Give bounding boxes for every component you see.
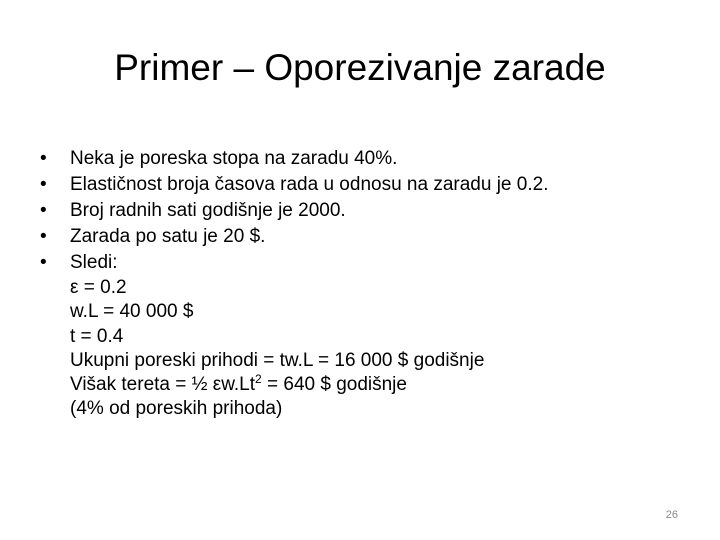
bullet-icon: •: [40, 148, 47, 169]
bullet-item-hourly-wage: [40, 224, 680, 250]
bullet-item-tax-rate: [40, 146, 680, 172]
result-lines: [70, 276, 680, 422]
result-tax-rate: t = 0.4: [70, 325, 124, 347]
bullet-icon: •: [40, 200, 47, 221]
bullet-icon: •: [40, 252, 47, 273]
excess-burden-formula: Višak tereta = ½ εw.Lt: [70, 374, 256, 396]
bullet-text: Broj radnih sati godišnje je 2000.: [70, 200, 346, 221]
bullet-icon: •: [40, 226, 47, 247]
bullet-text: Zarada po satu je 20 $.: [70, 226, 266, 247]
bullet-text: Neka je poreska stopa na zaradu 40%.: [70, 148, 398, 169]
bullet-text: Elastičnost broja časova rada u odnosu na zaradu je 0.2.: [70, 174, 549, 195]
bullet-list: [40, 146, 680, 422]
result-excess-burden: [70, 373, 680, 397]
result-note: (4% od poreskih prihoda): [70, 398, 283, 420]
result-wage-bill: w.L = 40 000 $: [70, 301, 194, 323]
slide-title: Primer – Oporezivanje zarade: [114, 47, 606, 88]
result-total-revenue: Ukupni poreski prihodi = tw.L = 16 000 $ godišnje: [70, 349, 485, 371]
bullet-text: Sledi:: [70, 252, 118, 273]
bullet-item-elasticity: [40, 172, 680, 198]
bullet-item-working-hours: [40, 198, 680, 224]
excess-burden-exponent: 2: [255, 372, 262, 387]
bullet-icon: •: [40, 174, 47, 195]
result-elasticity: ε = 0.2: [70, 277, 127, 298]
slide-number: 26: [665, 509, 678, 521]
bullet-item-results: [40, 250, 680, 422]
excess-burden-value: = 640 $ godišnje: [261, 374, 407, 396]
